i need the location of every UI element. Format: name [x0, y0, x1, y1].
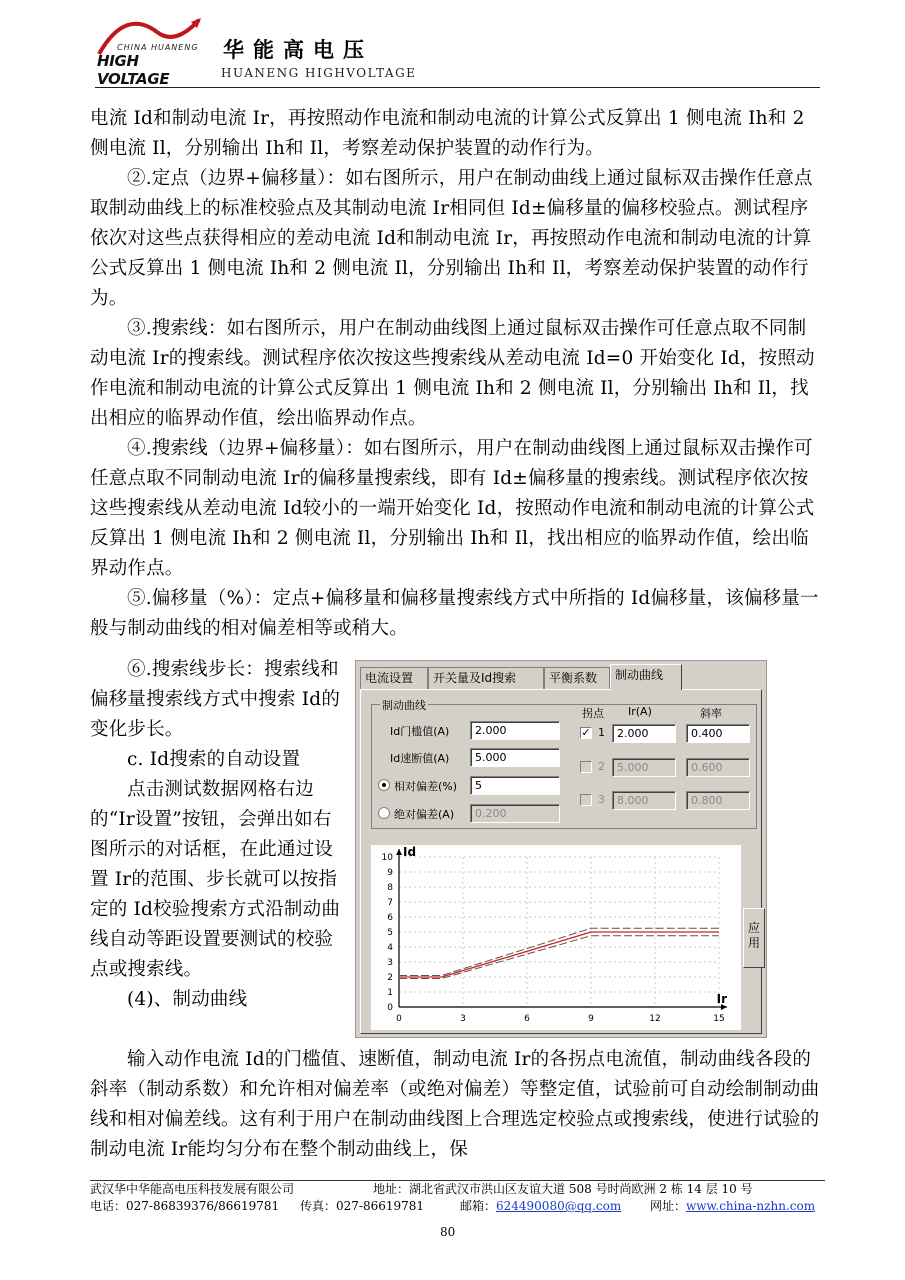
tab-balance-coefficient[interactable]: 平衡系数	[544, 667, 610, 689]
quick-break-input[interactable]: 5.000	[470, 748, 560, 767]
paragraph: 点击测试数据网格右边的“Ir设置”按钮，会弹出如右图所示的对话框，在此通过设置 Ir的范围、步长就可以按指定的 Id校验搜索方式沿制动曲线自动等距设置要测试的校验点或搜索线。	[90, 779, 341, 980]
footer-fax: 传真：027-86619781	[300, 1199, 425, 1213]
y-tick-label: 2	[387, 973, 393, 983]
knee-point-3-slope-input[interactable]: 0.800	[686, 791, 750, 810]
paragraph: ⑥.搜索线步长：搜索线和偏移量搜索线方式中搜索 Id的变化步长。	[90, 659, 341, 740]
absolute-deviation-radio[interactable]	[378, 807, 390, 819]
knee-point-number: 2	[598, 760, 605, 773]
y-tick-label: 3	[387, 958, 393, 968]
y-axis-arrow-icon	[396, 849, 402, 855]
paragraph: ②.定点（边界+偏移量）：如右图所示，用户在制动曲线上通过鼠标双击操作任意点取制动曲线上的标准校验点及其制动电流 Ir相同但 Id±偏移量的偏移校验点。测试程序依次对这些点获得相应的差动电流 Id和制动电流 Ir，再按照动作电流和制动电流的计算公式反算出 1 侧电流 Ih和 2 侧电流 Il，分别输出 Ih和 Il，考察差动保护装置的动作行为。	[90, 168, 813, 309]
knee-point-number: 1	[598, 726, 605, 739]
y-tick-label: 7	[387, 898, 393, 908]
page-footer	[90, 1180, 825, 1215]
x-axis-label: Ir	[716, 992, 727, 1006]
x-tick-label: 0	[396, 1014, 402, 1024]
quick-break-label: Id速断值(A)	[390, 752, 450, 765]
settings-dialog	[355, 660, 767, 1038]
chart-svg	[371, 845, 741, 1030]
knee-point-1-ir-input[interactable]: 2.000	[612, 724, 676, 743]
knee-point-1-checkbox[interactable]: ✓	[581, 726, 591, 739]
company-logo	[95, 12, 213, 88]
footer-email-link[interactable]: 624490080@qq.com	[496, 1199, 622, 1213]
group-title: 制动曲线	[382, 699, 426, 712]
y-tick-label: 10	[381, 853, 393, 863]
knee-point-2-slope-input[interactable]: 0.600	[686, 758, 750, 777]
y-tick-label: 1	[387, 988, 393, 998]
absolute-deviation-input[interactable]: 0.200	[470, 804, 560, 823]
page-number: 80	[440, 1225, 456, 1239]
y-tick-label: 9	[387, 868, 393, 878]
wrapped-text	[90, 655, 345, 1015]
restraint-curve-group	[371, 699, 757, 829]
relative-deviation-label: 相对偏差(%)	[394, 780, 458, 793]
paragraph: ④.搜索线（边界+偏移量）：如右图所示，用户在制动曲线图上通过鼠标双击操作可任意点取不同制动电流 Ir的偏移量搜索线，即有 Id±偏移量的搜索线。测试程序依次按这些搜索线从差动电流 Id较小的一端开始变化 Id，按照动作电流和制动电流的计算公式反算出 1 侧电流 Ih和 2 侧电流 Il，分别输出 Ih和 Il，找出相应的临界动作值，绘出临界动作点。	[90, 438, 815, 579]
y-tick-label: 5	[387, 928, 393, 938]
brand-chinese: 华能高电压	[223, 38, 373, 62]
body-text	[90, 104, 820, 644]
y-axis-label: Id	[403, 845, 417, 859]
relative-deviation-radio[interactable]	[378, 779, 390, 791]
tab-panel	[360, 689, 762, 1034]
column-ir: Ir(A)	[628, 705, 652, 718]
column-knee-point: 拐点	[582, 707, 604, 720]
paragraph: 输入动作电流 Id的门槛值、速断值，制动电流 Ir的各拐点电流值，制动曲线各段的斜率（制动系数）和允许相对偏差率（或绝对偏差）等整定值，试验前可自动绘制制动曲线和相对偏差线。这有利于用户在制动曲线图上合理选定校验点或搜索线，使进行试验的制动电流 Ir能均匀分布在整个制动曲线上，保	[90, 1049, 820, 1160]
knee-point-3-checkbox[interactable]	[580, 794, 592, 806]
paragraph: ⑤.偏移量（%）：定点+偏移量和偏移量搜索线方式中所指的 Id偏移量，该偏移量一般与制动曲线的相对偏差相等或稍大。	[90, 588, 819, 639]
x-tick-label: 9	[588, 1014, 594, 1024]
absolute-deviation-label: 绝对偏差(A)	[394, 808, 455, 821]
logo-main-text: HIGH VOLTAGE	[97, 52, 170, 88]
body-text-continued	[90, 1045, 820, 1165]
tab-restraint-curve[interactable]: 制动曲线	[610, 664, 682, 690]
paragraph: c. Id搜索的自动设置	[127, 749, 301, 770]
footer-address: 地址：湖北省武汉市洪山区友谊大道 508 号时尚欧洲 2 栋 14 层 10 号	[373, 1182, 753, 1196]
x-tick-label: 15	[713, 1014, 725, 1024]
footer-web-label: 网址：	[650, 1199, 687, 1213]
knee-point-number: 3	[598, 793, 605, 806]
knee-point-1-slope-input[interactable]: 0.400	[686, 724, 750, 743]
footer-company: 武汉华中华能高电压科技发展有限公司	[90, 1182, 295, 1196]
footer-email-label: 邮箱：	[460, 1199, 497, 1213]
x-tick-label: 3	[460, 1014, 466, 1024]
section-heading: (4)、制动曲线	[127, 989, 248, 1010]
apply-button[interactable]: 应用	[743, 908, 765, 968]
column-slope: 斜率	[700, 707, 722, 720]
paragraph: ③.搜索线：如右图所示，用户在制动曲线图上通过鼠标双击操作可任意点取不同制动电流 Ir的搜索线。测试程序依次按这些搜索线从差动电流 Id=0 开始变化 Id，按照动作电流和制动电流的计算公式反算出 1 侧电流 Ih和 2 侧电流 Il，分别输出 Ih和 Il，找出相应的临界动作值，绘出临界动作点。	[90, 318, 815, 429]
restraint-curve-chart[interactable]	[371, 845, 741, 1030]
threshold-input[interactable]: 2.000	[470, 721, 560, 740]
x-tick-label: 12	[649, 1014, 661, 1024]
tab-current-settings[interactable]: 电流设置	[360, 667, 428, 689]
logo-small-text: CHINA HUANENG	[117, 43, 199, 52]
y-tick-label: 8	[387, 883, 393, 893]
paragraph: 电流 Id和制动电流 Ir，再按照动作电流和制动电流的计算公式反算出 1 侧电流 Ih和 2 侧电流 Il，分别输出 Ih和 Il，考察差动保护装置的动作行为。	[90, 108, 805, 159]
knee-point-3-ir-input[interactable]: 8.000	[612, 791, 676, 810]
y-tick-label: 0	[387, 1003, 393, 1013]
footer-tel: 电话：027-86839376/86619781	[90, 1199, 280, 1213]
x-tick-label: 6	[524, 1014, 530, 1024]
knee-point-2-ir-input[interactable]: 5.000	[612, 758, 676, 777]
relative-deviation-input[interactable]: 5	[470, 776, 560, 795]
knee-point-2-checkbox[interactable]	[580, 761, 592, 773]
threshold-label: Id门槛值(A)	[390, 725, 450, 738]
brand-english: HUANENG HIGHVOLTAGE	[221, 66, 417, 80]
y-tick-label: 6	[387, 913, 393, 923]
page-header	[95, 12, 820, 88]
tab-switch-id-search[interactable]: 开关量及Id搜索	[428, 667, 544, 689]
y-tick-label: 4	[387, 943, 393, 953]
footer-web-link[interactable]: www.china-nzhn.com	[686, 1199, 816, 1213]
